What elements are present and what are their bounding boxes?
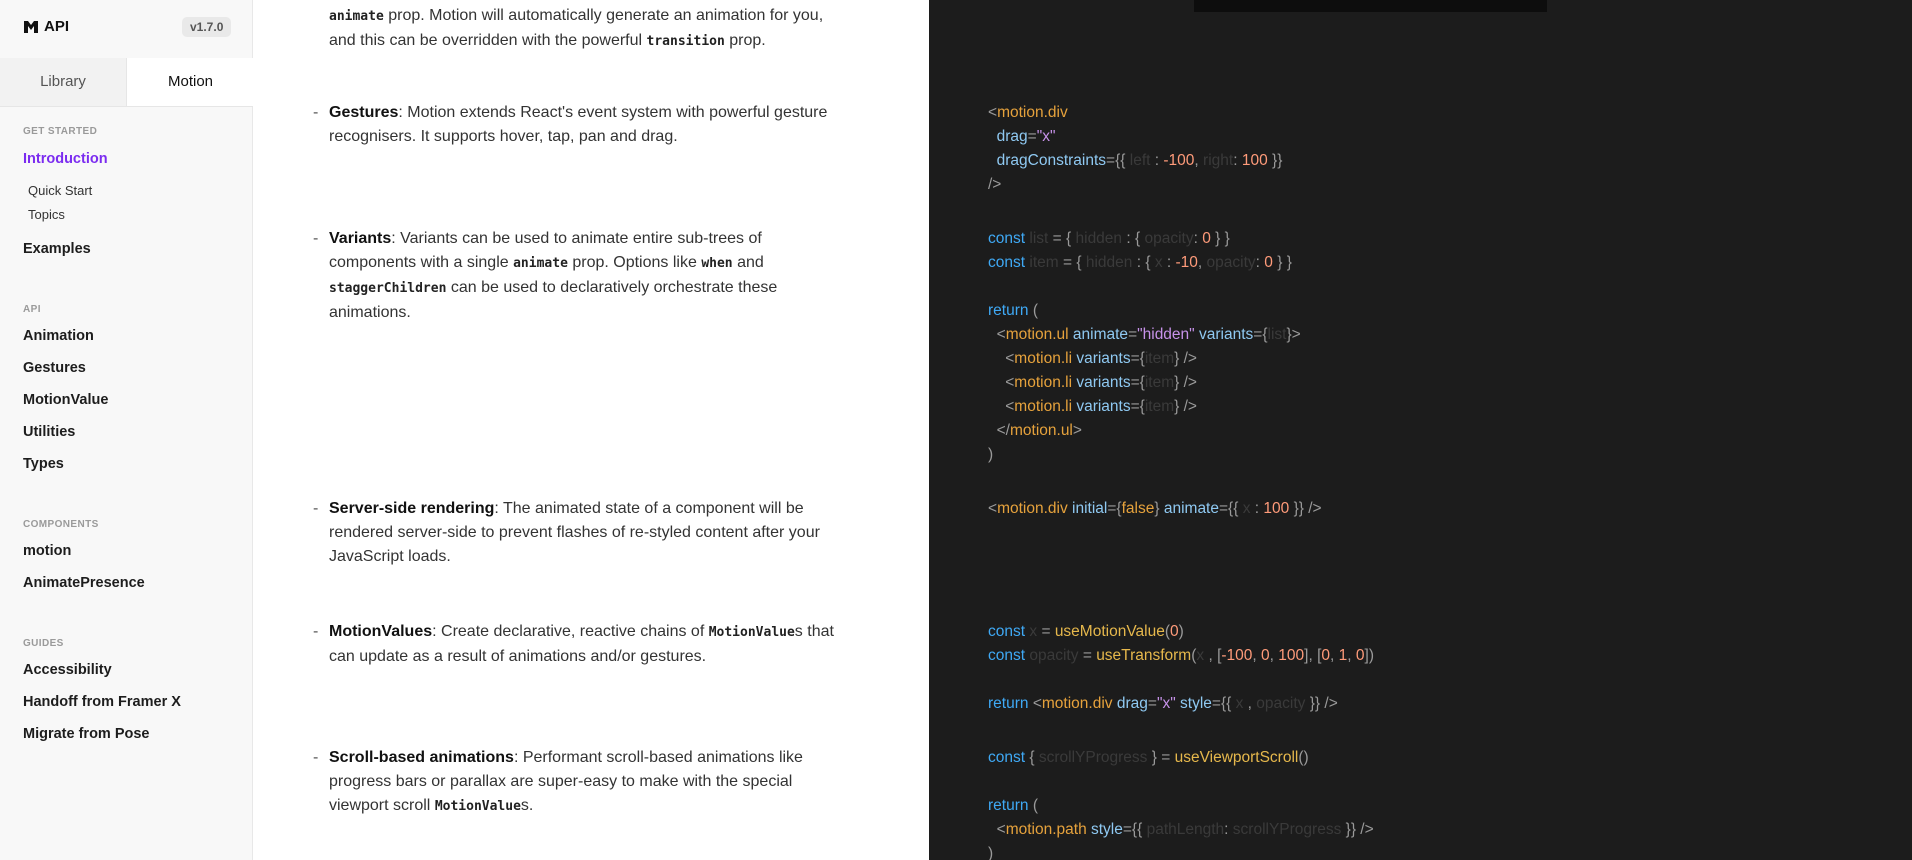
code-panel[interactable] xyxy=(929,0,1912,860)
code-block-ssr[interactable]: <motion.div initial={false} animate={{ x : 100 }} /> xyxy=(988,500,1322,517)
sidebar-item-utilities[interactable]: Utilities xyxy=(23,424,76,440)
sidebar-item-motion[interactable]: motion xyxy=(23,543,72,559)
sidebar-item-accessibility[interactable]: Accessibility xyxy=(23,662,112,678)
sidebar-item-quick-start[interactable]: Quick Start xyxy=(28,183,93,198)
tab-bar xyxy=(0,58,253,107)
code-block-gestures[interactable]: <motion.div drag="x" dragConstraints={{ left : -100, right: 100 }} /> xyxy=(988,104,1283,193)
version-badge[interactable]: v1.7.0 xyxy=(182,17,231,37)
feature-scroll: Scroll-based animations: Performant scroll-based animations like progress bars or parallax are super-easy to make with the special viewport scroll MotionValues. xyxy=(329,749,803,814)
sidebar-item-animation[interactable]: Animation xyxy=(23,328,94,344)
framer-logo-icon[interactable] xyxy=(24,20,38,34)
sidebar xyxy=(0,0,253,860)
feature-variants: Variants: Variants can be used to animate entire sub-trees of components with a single animate prop. Options like when and staggerChildren can be used to declaratively orchestrate these animations. xyxy=(329,230,778,321)
feature-ssr: Server-side rendering: The animated state of a component will be rendered server-side to prevent flashes of re-styled content after your JavaScript loads. xyxy=(329,500,820,565)
section-components: COMPONENTS xyxy=(23,519,99,530)
sidebar-header xyxy=(0,0,253,59)
code-panel-top-bar xyxy=(1194,0,1547,12)
tab-library[interactable]: Library xyxy=(0,58,126,106)
bullet-scroll: - xyxy=(313,749,319,766)
section-api: API xyxy=(23,304,41,315)
bullet-motionvalues: - xyxy=(313,623,319,640)
brand-title[interactable]: API xyxy=(44,18,70,35)
sidebar-item-migrate[interactable]: Migrate from Pose xyxy=(23,726,150,742)
bullet-variants: - xyxy=(313,230,319,247)
main-content xyxy=(253,0,929,860)
code-block-motionvalues[interactable]: const x = useMotionValue(0) const opacity = useTransform(x , [-100, 0, 100], [0, 1, 0]) return <motion.div drag="x" style={{ x , opacity }} /> xyxy=(988,623,1374,712)
sidebar-item-animatepresence[interactable]: AnimatePresence xyxy=(23,575,145,591)
sidebar-item-introduction[interactable]: Introduction xyxy=(23,151,108,167)
sidebar-item-examples[interactable]: Examples xyxy=(23,241,91,257)
code-block-scroll[interactable]: const { scrollYProgress } = useViewportScroll() return ( <motion.path style={{ pathLength: scrollYProgress }} /> ) xyxy=(988,749,1374,860)
bullet-gestures: - xyxy=(313,104,319,121)
intro-paragraph: animate prop. Motion will automatically generate an animation for you, and this can be overridden with the powerful transition prop. xyxy=(329,7,824,49)
sidebar-item-gestures[interactable]: Gestures xyxy=(23,360,86,376)
feature-motionvalues: MotionValues: Create declarative, reactive chains of MotionValues that can update as a result of animations and/or gestures. xyxy=(329,623,834,665)
feature-gestures: Gestures: Motion extends React's event system with powerful gesture recognisers. It supports hover, tap, pan and drag. xyxy=(329,104,828,145)
section-get-started: GET STARTED xyxy=(23,126,98,137)
sidebar-item-handoff[interactable]: Handoff from Framer X xyxy=(23,694,181,710)
code-block-variants[interactable]: const list = { hidden : { opacity: 0 } } const item = { hidden : { x : -10, opacity: 0 } } return ( <motion.ul animate="hidden" variants={list}> <motion.li variants={item} /> <motion.li variants={item} /> <motion.li variants={item} /> </motion.ul> ) xyxy=(988,230,1301,463)
sidebar-item-motionvalue[interactable]: MotionValue xyxy=(23,392,109,408)
sidebar-item-topics[interactable]: Topics xyxy=(28,207,65,222)
section-guides: GUIDES xyxy=(23,638,64,649)
tab-motion[interactable]: Motion xyxy=(126,58,254,106)
sidebar-item-types[interactable]: Types xyxy=(23,456,64,472)
bullet-ssr: - xyxy=(313,500,319,517)
